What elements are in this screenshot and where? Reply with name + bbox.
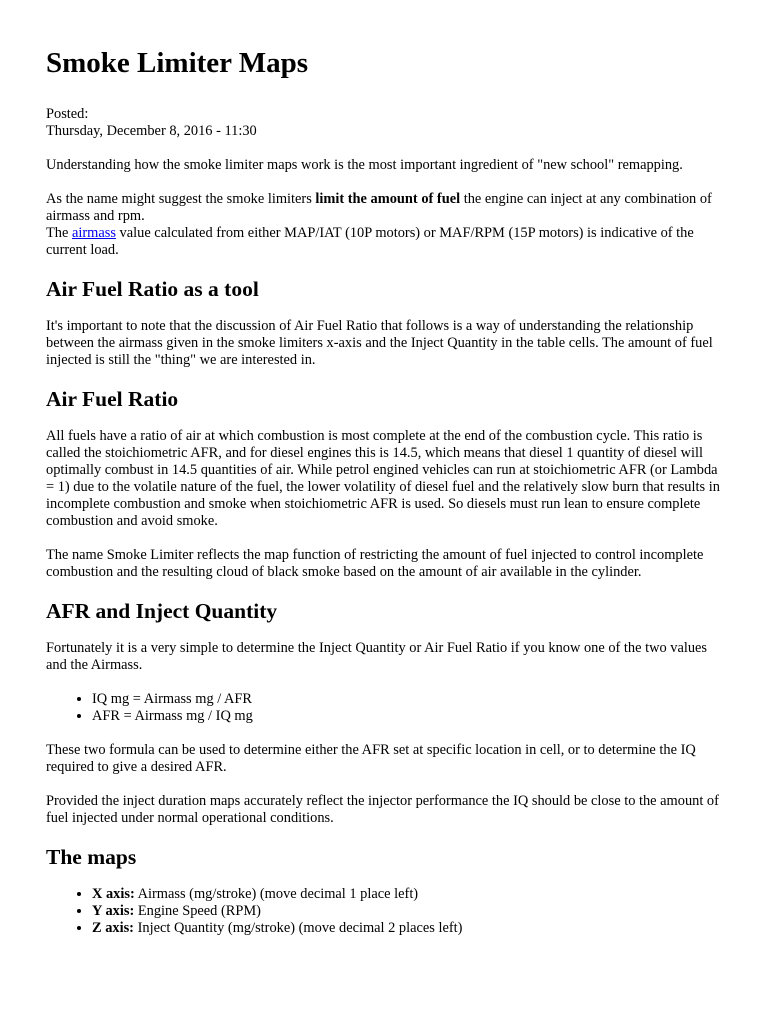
formula-item: • AFR = Airmass mg / IQ mg xyxy=(92,708,722,725)
axis-item-y xyxy=(92,903,722,920)
axis-item-x xyxy=(92,886,722,903)
intro-bold-text: limit the amount of fuel xyxy=(315,191,461,207)
axis-text: Airmass (mg/stroke) (move decimal 1 place left) xyxy=(134,886,419,902)
axis-text: Inject Quantity (mg/stroke) (move decimal 2 places left) xyxy=(133,920,463,936)
formula-list xyxy=(46,691,722,725)
intro-block xyxy=(46,191,722,259)
formula-item: • IQ mg = Airmass mg / AFR xyxy=(92,691,722,708)
posted-date: Thursday, December 8, 2016 - 11:30 xyxy=(46,123,257,139)
afr-tool-paragraph: It's important to note that the discussion of Air Fuel Ratio that follows is a way of understanding the relationship between the airmass given in the smoke limiters x-axis and the Inject Quantity in the table cells. The amount of fuel injected is still the "thing" we are interested in. xyxy=(46,318,713,368)
inject-duration-paragraph: Provided the inject duration maps accurately reflect the injector performance the IQ should be close to the amount of fuel injected under normal operational conditions. xyxy=(46,793,719,826)
heading-afr-tool: Air Fuel Ratio as a tool xyxy=(46,277,259,301)
axis-list xyxy=(46,886,722,937)
axis-item-z xyxy=(92,920,722,937)
intro-text: As the name might suggest the smoke limiters xyxy=(46,191,316,207)
heading-afr: Air Fuel Ratio xyxy=(46,387,179,411)
afr-paragraph: All fuels have a ratio of air at which combustion is most complete at the end of the combustion cycle. This ratio is called the stoichiometric AFR, and for diesel engines this is 14.5, which means that diesel 1 quantity of diesel will optimally combust in 14.5 quantities of air. While petrol engined vehicles can run at stoichiometric AFR (or Lambda = 1) due to the volatile nature of the fuel, the lower volatility of diesel fuel and the relatively slow burn that results in incomplete combustion and smoke when stoichiometric AFR is used. So diesels must run lean to ensure complete combustion and avoid smoke. xyxy=(46,428,720,529)
axis-label: X axis: xyxy=(92,886,135,902)
smoke-limiter-paragraph: The name Smoke Limiter reflects the map function of restricting the amount of fuel injected to control incomplete combustion and the resulting cloud of black smoke based on the amount of air available in the cylinder. xyxy=(46,547,704,580)
heading-maps: The maps xyxy=(46,845,137,869)
page-title: Smoke Limiter Maps xyxy=(46,47,309,79)
heading-afr-iq: AFR and Inject Quantity xyxy=(46,599,278,623)
post-meta xyxy=(46,106,722,140)
intro-paragraph: Understanding how the smoke limiter maps work is the most important ingredient of "new school" remapping. xyxy=(46,157,683,173)
iq-intro-paragraph: Fortunately it is a very simple to determine the Inject Quantity or Air Fuel Ratio if you know one of the two values and the Airmass. xyxy=(46,640,708,673)
airmass-link[interactable]: airmass xyxy=(71,225,116,241)
axis-text: Engine Speed (RPM) xyxy=(134,903,261,919)
formula-usage-paragraph: These two formula can be used to determine either the AFR set at specific location in cell, or to determine the IQ required to give a desired AFR. xyxy=(46,742,696,775)
axis-label: Z axis: xyxy=(92,920,134,936)
axis-label: Y axis: xyxy=(92,903,135,919)
posted-label: Posted: xyxy=(46,106,89,122)
intro-text: The xyxy=(46,225,72,241)
intro-text: value calculated from either MAP/IAT (10P motors) or MAF/RPM (15P motors) is indicative of the current load. xyxy=(46,225,694,258)
intro-text: the engine can inject at any combination of airmass and rpm. xyxy=(46,191,712,224)
